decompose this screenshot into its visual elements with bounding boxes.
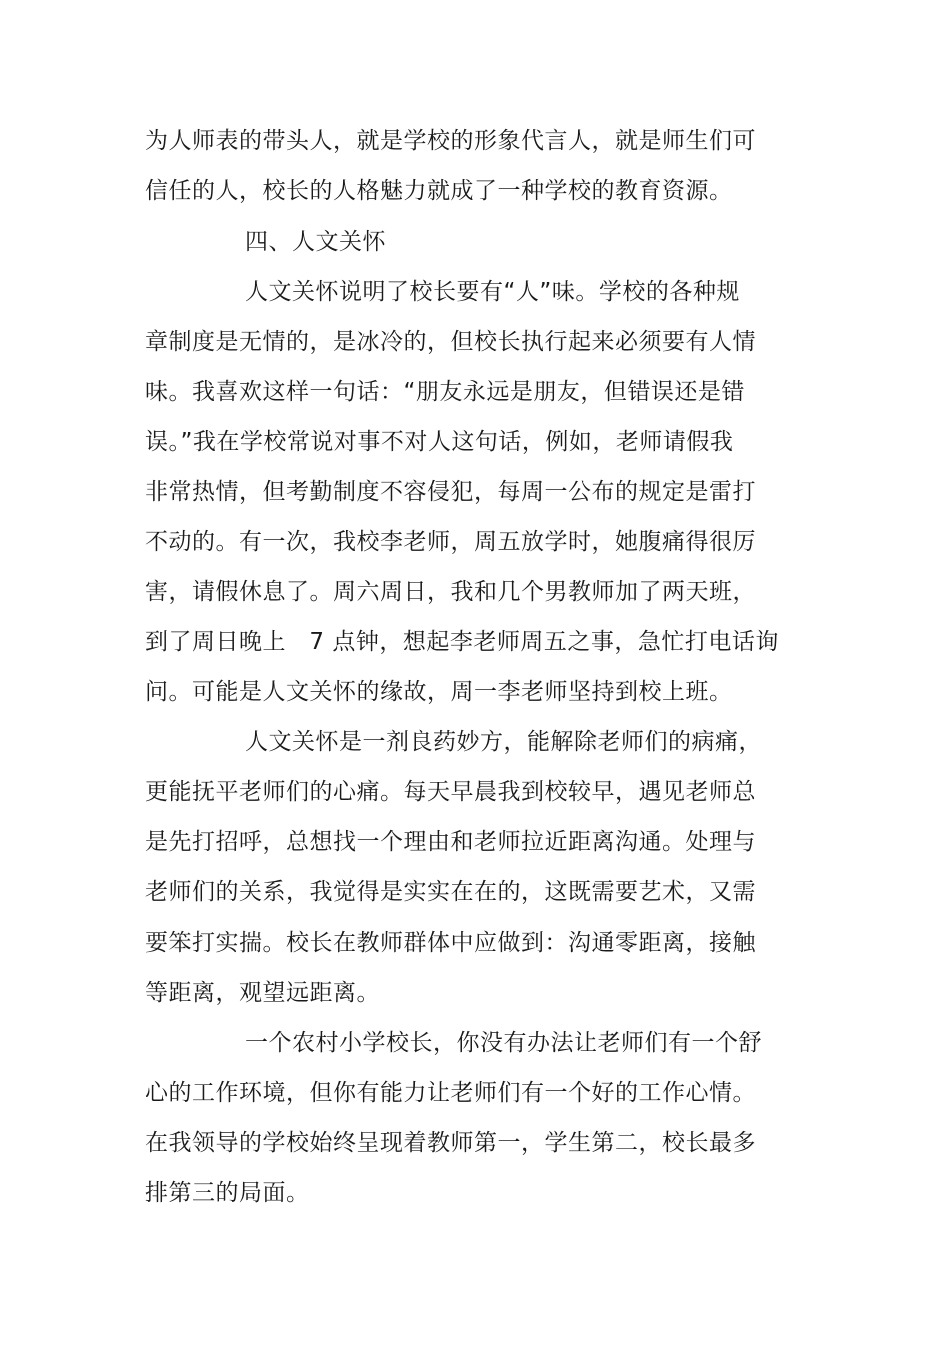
section-heading: 四、人文关怀 [245,229,386,255]
text-line: 一个农村小学校长，你没有办法让老师们有一个舒 [245,1030,762,1056]
text-line: 在我领导的学校始终呈现着教师第一，学生第二，校长最多 [145,1130,756,1156]
text-line: 问。可能是人文关怀的缘故，周一李老师坚持到校上班。 [145,679,733,705]
text-line: 味。我喜欢这样一句话：“朋友永远是朋友，但错误还是错 [145,379,745,405]
text-line: 信任的人，校长的人格魅力就成了一种学校的教育资源。 [145,178,733,204]
text-line: 是先打招呼，总想找一个理由和老师拉近距离沟通。处理与 [145,829,756,855]
text-line: 误。”我在学校常说对事不对人这句话，例如，老师请假我 [145,429,734,455]
text-line: 更能抚平老师们的心痛。每天早晨我到校较早，遇见老师总 [145,779,756,805]
text-line: 章制度是无情的，是冰冷的，但校长执行起来必须要有人情 [145,329,756,355]
text-line: 为人师表的带头人，就是学校的形象代言人，就是师生们可 [145,128,756,154]
text-line: 不动的。有一次，我校李老师，周五放学时，她腹痛得很厉 [145,529,756,555]
text-line: 非常热情，但考勤制度不容侵犯，每周一公布的规定是雷打 [145,479,756,505]
text-line: 害，请假休息了。周六周日，我和几个男教师加了两天班， [145,579,756,605]
text-line: 排第三的局面。 [145,1180,310,1206]
text-line: 人文关怀是一剂良药妙方，能解除老师们的病痛， [245,729,762,755]
text-line: 等距离，观望远距离。 [145,980,380,1006]
text-line: 老师们的关系，我觉得是实实在在的，这既需要艺术，又需 [145,879,756,905]
text-line: 心的工作环境，但你有能力让老师们有一个好的工作心情。 [145,1080,756,1106]
text-line: 到了周日晚上 7 点钟，想起李老师周五之事，急忙打电话询 [145,629,779,655]
text-line: 人文关怀说明了校长要有“人”味。学校的各种规 [245,279,740,305]
text-line: 要笨打实揣。校长在教师群体中应做到：沟通零距离，接触 [145,930,756,956]
